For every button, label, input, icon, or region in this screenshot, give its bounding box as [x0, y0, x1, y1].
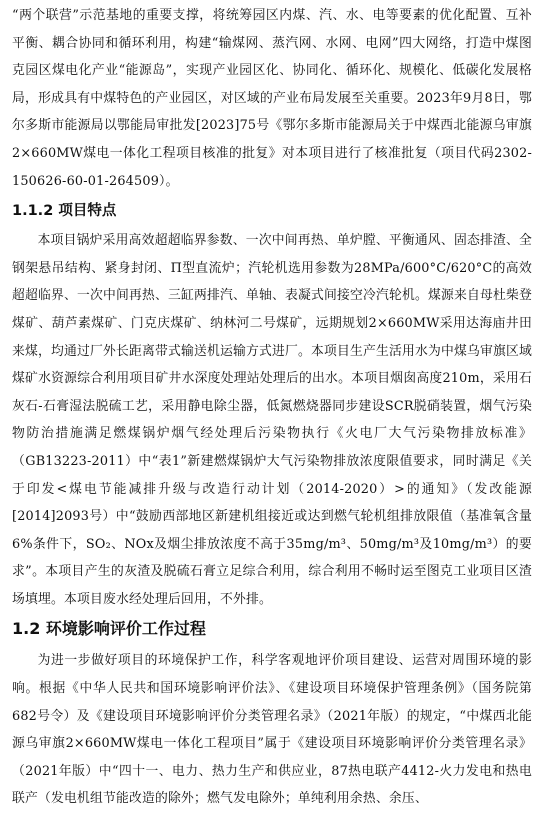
section-heading-1-1-2: 1.1.2 项目特点: [12, 203, 117, 220]
paragraph-project-background: “两个联营”示范基地的重要支撑，将统筹园区内煤、汽、水、电等要素的优化配置、互补平衡、耦合协同和循环利用，构建“输煤网、蒸汽网、水网、电网”四大网络，打造中煤图克园区煤电化产业“能源岛”，实现产业园区化、协同化、循环化、规模化、低碳化发展格局，形成具有中煤特色的产业园区，对区域的产业布局发展至关重要。2023年9月8日，鄂尔多斯市能源局以鄂能局审批发[2023]75号《鄂尔多斯市能源局关于中煤西北能源乌审旗2×660MW煤电一体化工程项目核准的批复》对本项目进行了核准批复（项目代码2302-150626-60-01-264509）。: [12, 8, 532, 189]
paragraph-project-features: 本项目锅炉采用高效超超临界参数、一次中间再热、单炉膛、平衡通风、固态排渣、全钢架悬吊结构、紧身封闭、Π型直流炉；汽轮机选用参数为28MPa/600°C/620°C的高效超超临界、一次中间再热、三缸两排汽、单轴、表凝式间接空冷汽轮机。煤源来自母杜柴登煤矿、葫芦素煤矿、门克庆煤矿、纳林河二号煤矿，远期规划2×660MW采用达海庙井田来煤，均通过厂外长距离带式输送机运输方式进厂。本项目生产生活用水为中煤乌审旗区域煤矿水资源综合利用项目矿井水深度处理站处理后的出水。本项目烟囱高度210m，采用石灰石-石膏湿法脱硫工艺，采用静电除尘器，低氮燃烧器同步建设SCR脱硝装置，烟气污染物防治措施满足燃煤锅炉烟气经处理后污染物执行《火电厂大气污染物排放标准》（GB13223-2011）中“表1”新建燃煤锅炉大气污染物排放浓度限值要求，同时满足《关于印发<煤电节能减排升级与改造行动计划（2014-2020）>的通知》（发改能源[2014]2093号）中“鼓励西部地区新建机组接近或达到燃气轮机组排放限值（基准氧含量6%条件下，SO₂、NOx及烟尘排放浓度不高于35mg/m³、50mg/m³及10mg/m³）的要求”。本项目产生的灰渣及脱硫石膏立足综合利用，综合利用不畅时运至图克工业项目区渣场填埋。本项目废水经处理后回用，不外排。: [12, 233, 532, 607]
document-page: [12, 0, 532, 813]
section-heading-1-2: 1.2 环境影响评价工作过程: [12, 619, 206, 639]
paragraph-eia-process: 为进一步做好项目的环境保护工作，科学客观地评价项目建设、运营对周围环境的影响。根据《中华人民共和国环境影响评价法》、《建设项目环境保护管理条例》（国务院第682号令）及《建设项目环境影响评价分类管理名录》（2021年版）的规定，“中煤西北能源乌审旗2×660MW煤电一体化工程项目”属于《建设项目环境影响评价分类管理名录》（2021年版）中“四十一、电力、热力生产和供应业，87热电联产4412-火力发电和热电联产（发电机组节能改造的除外；燃气发电除外；单纯利用余热、余压、: [12, 653, 532, 807]
